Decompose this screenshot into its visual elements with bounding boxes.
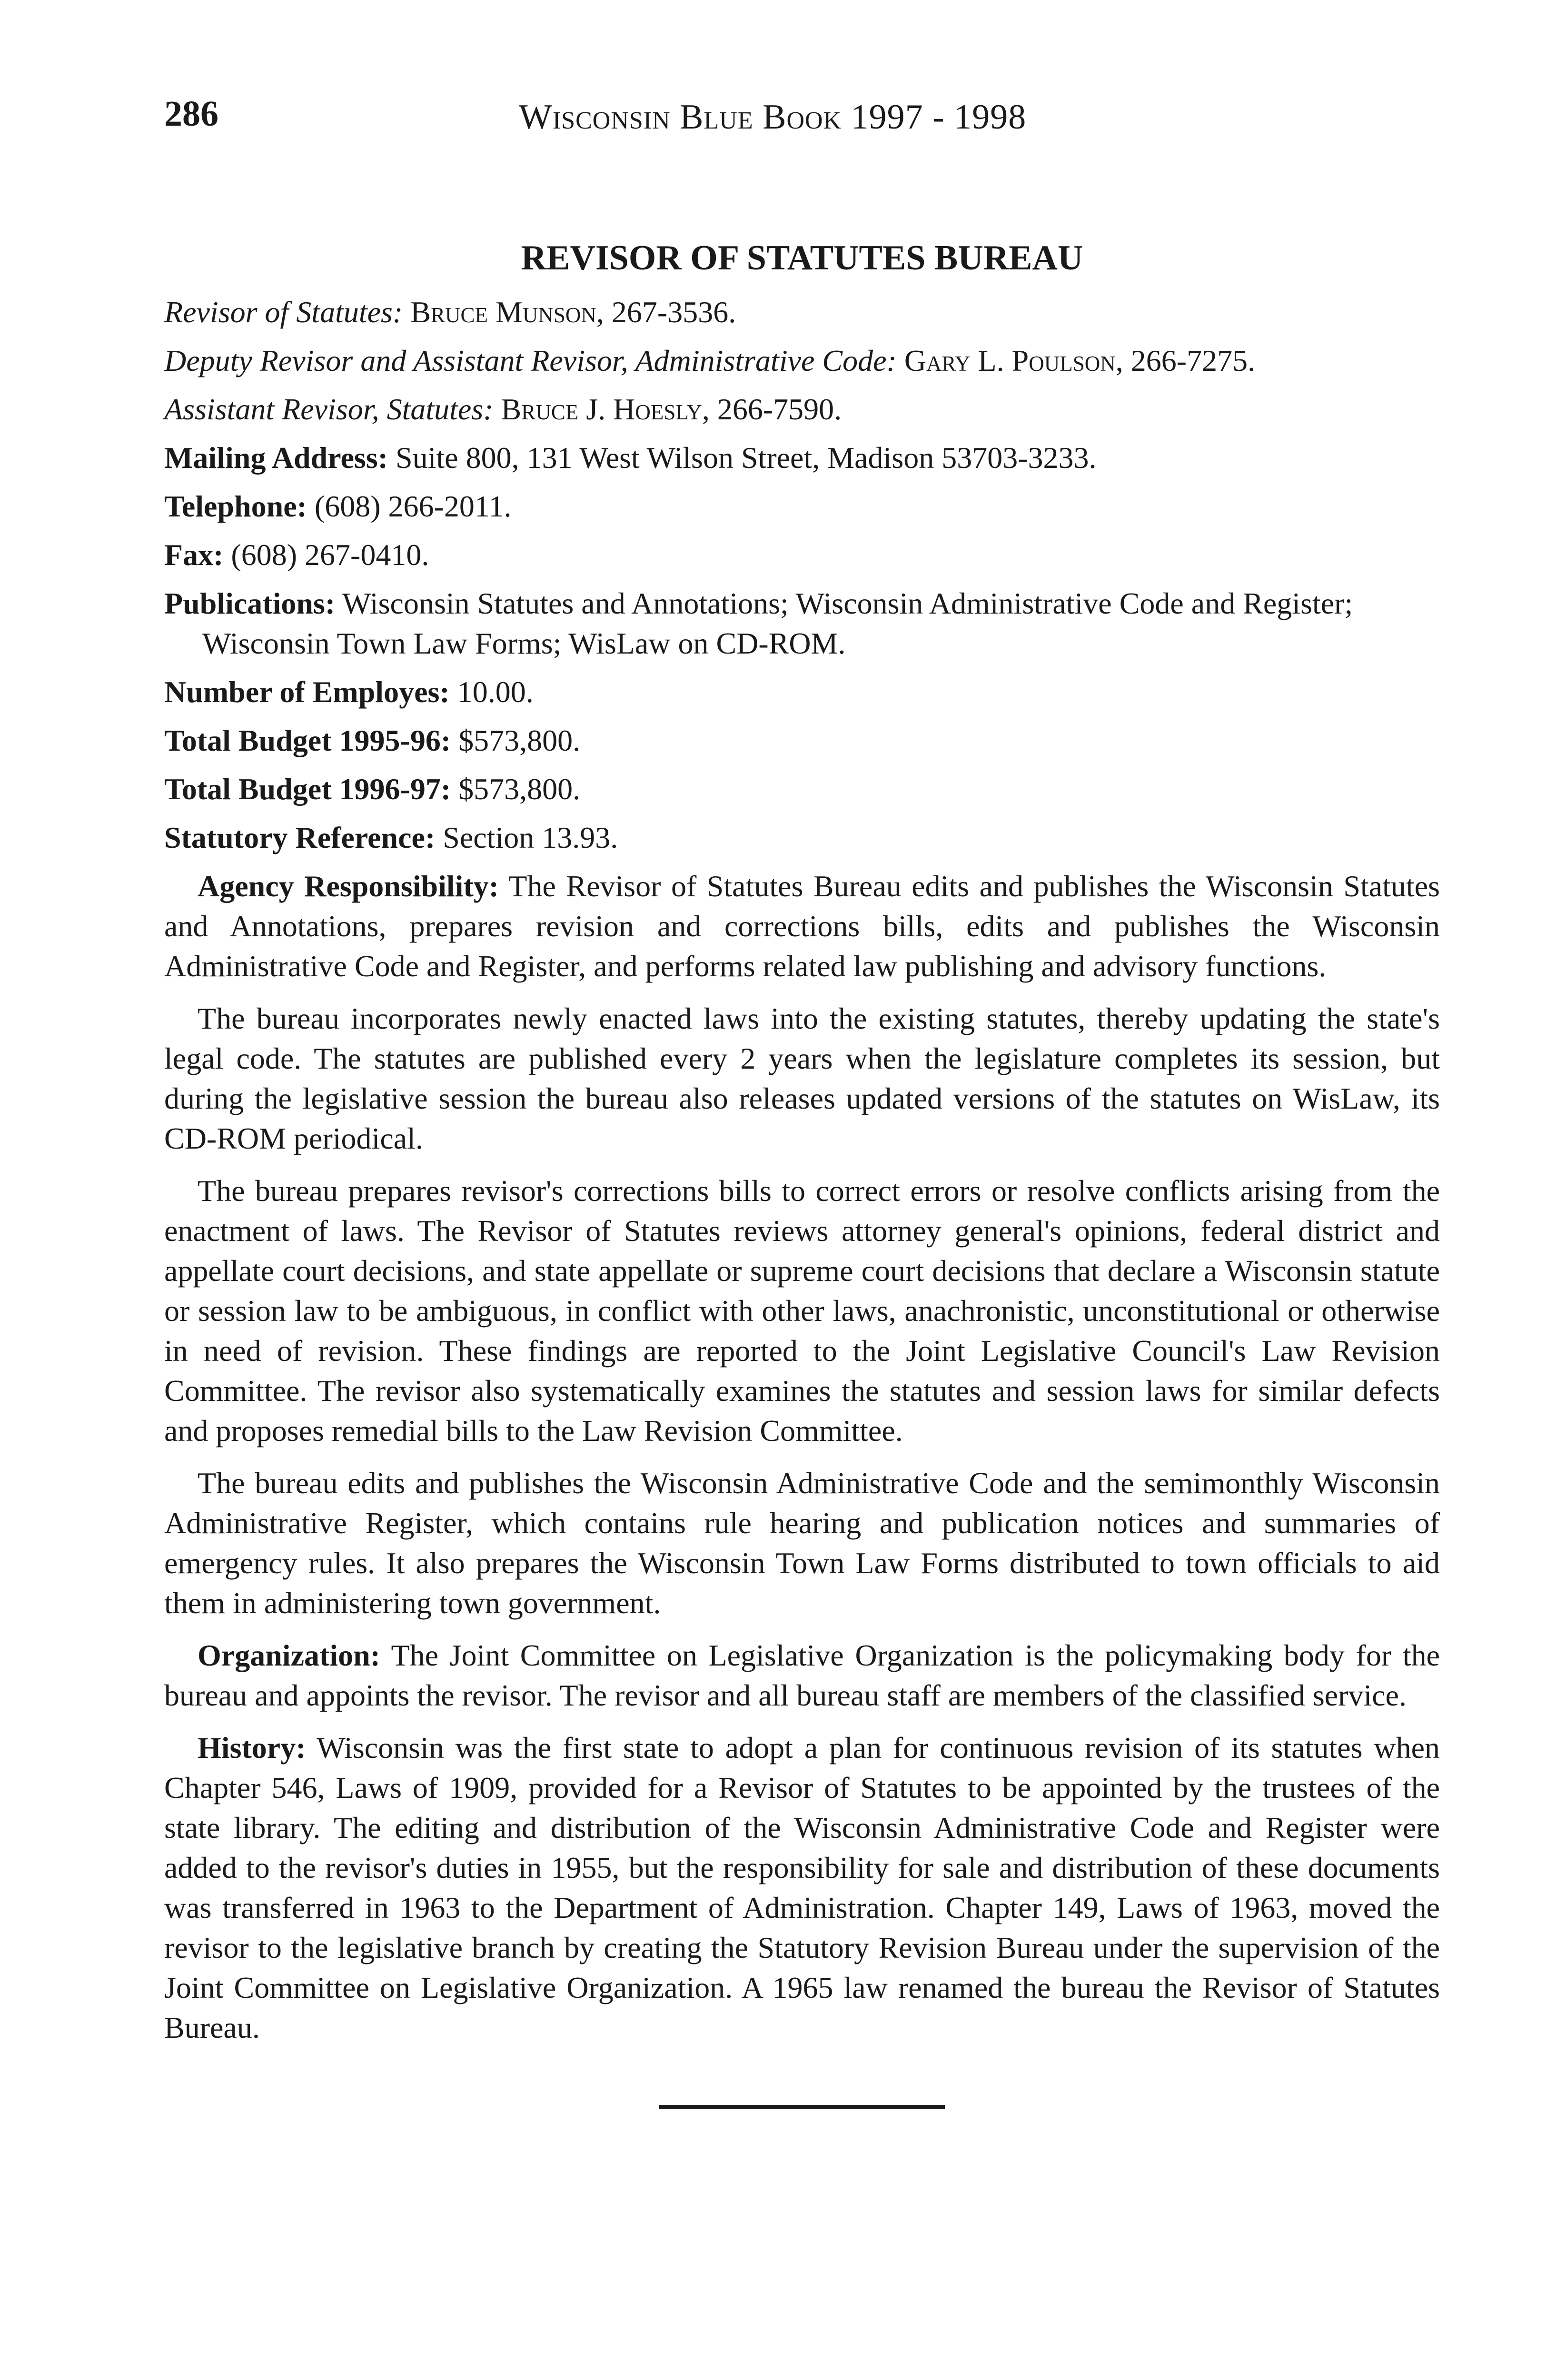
info-value: $573,800.: [458, 772, 581, 806]
paragraph-agency-responsibility: [164, 866, 1440, 986]
info-total-budget-1996-97: [164, 769, 1440, 809]
paragraph-text: The Revisor of Statutes Bureau edits and publishes the Wisconsin Statutes and Annotations, prepares revision and corrections bills, edits and publishes the Wisconsin Administrative Code and Register, and performs related law publishing and advisory functions.: [164, 869, 1440, 983]
staff-name: Gary L. Poulson: [904, 344, 1116, 377]
paragraph-text: The bureau edits and publishes the Wisconsin Administrative Code and the semimonthly Wisconsin Administrative Register, which contains rule hearing and publication notices and summaries of emergency rules. It also prepares the Wisconsin Town Law Forms distributed to town officials to aid them in administering town government.: [164, 1466, 1440, 1620]
info-label: Fax:: [164, 538, 224, 572]
staff-name: Bruce Munson: [410, 295, 596, 329]
info-label: Number of Employes:: [164, 675, 450, 709]
paragraph-administrative-code: [164, 1463, 1440, 1623]
bureau-entry: [164, 238, 1440, 2109]
section-end-rule: [659, 2105, 945, 2109]
info-value: $573,800.: [458, 724, 581, 757]
info-value: Wisconsin Statutes and Annotations; Wisconsin Administrative Code and Register; Wisconsin Town Law Forms; WisLaw on CD-ROM.: [202, 586, 1353, 660]
paragraph-label: Agency Responsibility:: [198, 869, 499, 903]
info-label: Mailing Address:: [164, 441, 388, 475]
staff-line-revisor: [164, 292, 1440, 332]
info-value: (608) 267-0410.: [231, 538, 429, 572]
staff-line-deputy-revisor: [164, 341, 1440, 381]
info-mailing-address: [164, 438, 1440, 478]
paragraph-organization: [164, 1636, 1440, 1716]
info-list: [164, 438, 1440, 858]
info-value: Suite 800, 131 West Wilson Street, Madison 53703-3233.: [396, 441, 1097, 475]
staff-role: Assistant Revisor, Statutes:: [164, 392, 494, 426]
staff-name: Bruce J. Hoesly: [501, 392, 702, 426]
paragraph-label: History:: [198, 1731, 306, 1765]
info-number-of-employes: [164, 672, 1440, 712]
info-label: Total Budget 1996-97:: [164, 772, 451, 806]
paragraph-legal-code-updates: [164, 999, 1440, 1159]
section-title: REVISOR OF STATUTES BUREAU: [521, 238, 1083, 278]
staff-list: [164, 292, 1440, 429]
paragraph-label: Organization:: [198, 1638, 380, 1672]
info-total-budget-1995-96: [164, 721, 1440, 761]
staff-phone: , 266-7590.: [702, 392, 842, 426]
info-fax: [164, 535, 1440, 575]
info-value: (608) 266-2011.: [314, 489, 512, 523]
paragraph-text: The bureau incorporates newly enacted laws into the existing statutes, thereby updating the state's legal code. The statutes are published every 2 years when the legislature completes its session, but during the legislative session the bureau also releases updated versions of the statutes on WisLaw, its CD-ROM periodical.: [164, 1002, 1440, 1155]
info-publications: [164, 584, 1440, 664]
paragraph-text: The bureau prepares revisor's corrections bills to correct errors or resolve conflicts arising from the enactment of laws. The Revisor of Statutes reviews attorney general's opinions, federal district and appellate court decisions, and state appellate or supreme court decisions that declare a Wisconsin statute or session law to be ambiguous, in conflict with other laws, anachronistic, unconstitutional or otherwise in need of revision. These findings are reported to the Joint Legislative Council's Law Revision Committee. The revisor also systematically examines the statutes and session laws for similar defects and proposes remedial bills to the Law Revision Committee.: [164, 1174, 1440, 1448]
info-value: 10.00.: [457, 675, 534, 709]
info-statutory-reference: [164, 818, 1440, 858]
staff-line-assistant-revisor: [164, 389, 1440, 429]
staff-role: Deputy Revisor and Assistant Revisor, Administrative Code:: [164, 344, 897, 377]
page-header: [164, 93, 1449, 150]
info-label: Telephone:: [164, 489, 307, 523]
staff-phone: , 267-3536.: [596, 295, 736, 329]
info-label: Publications:: [164, 586, 336, 620]
paragraph-text: The Joint Committee on Legislative Organization is the policymaking body for the bureau and appoints the revisor. The revisor and all bureau staff are members of the classified service.: [164, 1638, 1440, 1712]
paragraph-history: [164, 1728, 1440, 2048]
staff-phone: , 266-7275.: [1115, 344, 1256, 377]
body-text: [164, 866, 1440, 2048]
running-head: Wisconsin Blue Book 1997 - 1998: [519, 98, 1027, 137]
staff-role: Revisor of Statutes:: [164, 295, 403, 329]
page-number: 286: [164, 94, 218, 134]
info-label: Total Budget 1995-96:: [164, 724, 451, 757]
paragraph-corrections-bills: [164, 1171, 1440, 1451]
info-value: Section 13.93.: [443, 821, 618, 854]
info-label: Statutory Reference:: [164, 821, 436, 854]
info-telephone: [164, 486, 1440, 526]
paragraph-text: Wisconsin was the first state to adopt a plan for continuous revision of its statutes when Chapter 546, Laws of 1909, provided for a Revisor of Statutes to be appointed by the trustees of the state library. The editing and distribution of the Wisconsin Administrative Code and Register were added to the revisor's duties in 1955, but the responsibility for sale and distribution of these documents was transferred in 1963 to the Department of Administration. Chapter 149, Laws of 1963, moved the revisor to the legislative branch by creating the Statutory Revision Bureau under the supervision of the Joint Committee on Legislative Organization. A 1965 law renamed the bureau the Revisor of Statutes Bureau.: [164, 1731, 1440, 2044]
